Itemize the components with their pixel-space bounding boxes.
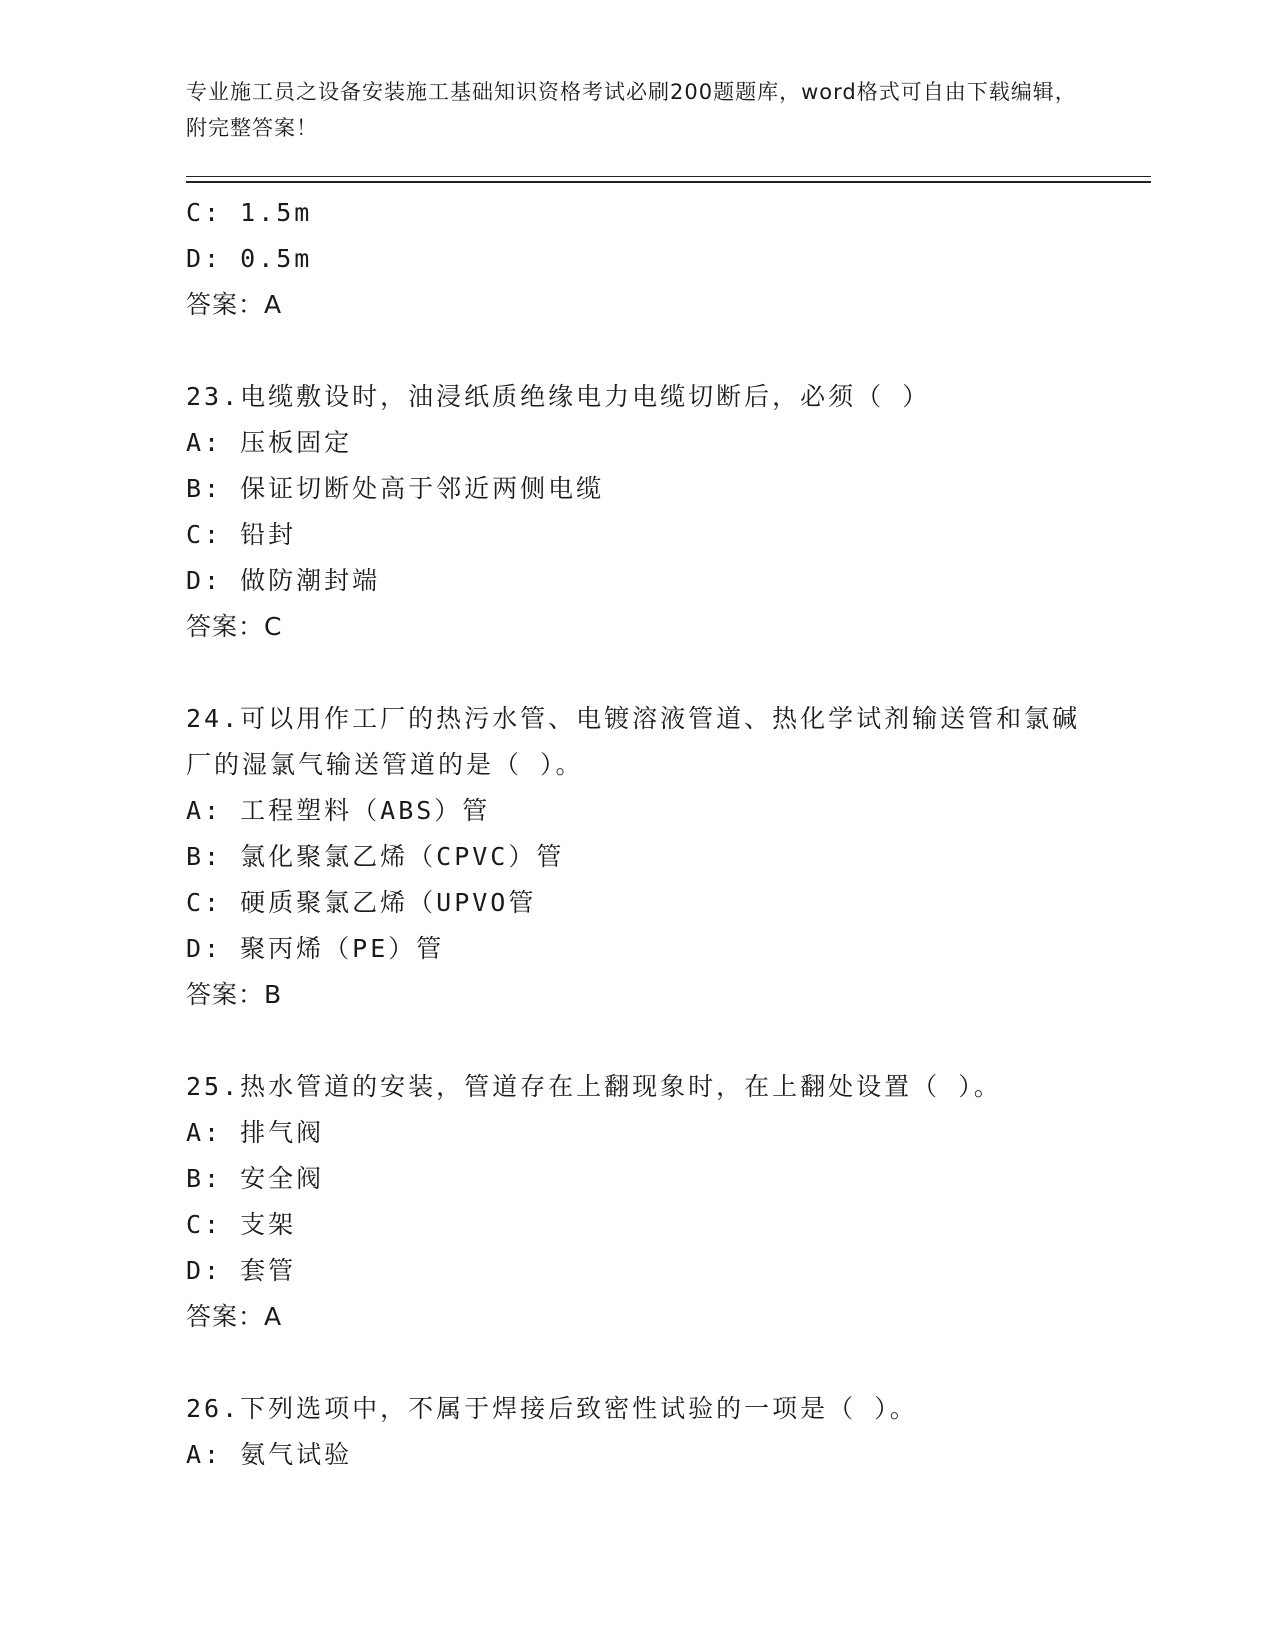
header-rule-thin bbox=[186, 176, 1151, 177]
option-d: D: 0.5m bbox=[186, 244, 313, 273]
option-b: B: 安全阀 bbox=[186, 1164, 325, 1193]
question-text: 26.下列选项中，不属于焊接后致密性试验的一项是（ ）。 bbox=[186, 1394, 918, 1423]
spacer bbox=[186, 650, 1151, 696]
spacer bbox=[186, 328, 1151, 374]
option-d: D: 聚丙烯（PE）管 bbox=[186, 934, 445, 963]
option-c: C: 支架 bbox=[186, 1210, 297, 1239]
question-text: 23.电缆敷设时，油浸纸质绝缘电力电缆切断后，必须（ ） bbox=[186, 382, 931, 411]
answer-line: 答案：C bbox=[186, 612, 283, 641]
option-d: D: 做防潮封端 bbox=[186, 566, 381, 595]
question-text: 25.热水管道的安装，管道存在上翻现象时，在上翻处设置（ ）。 bbox=[186, 1072, 1002, 1101]
option-a: A: 工程塑料（ABS）管 bbox=[186, 796, 491, 825]
answer-line: 答案：A bbox=[186, 290, 283, 319]
option-a: A: 压板固定 bbox=[186, 428, 353, 457]
question-22-tail bbox=[186, 190, 1151, 328]
spacer bbox=[186, 1018, 1151, 1064]
question-text: 24.可以用作工厂的热污水管、电镀溶液管道、热化学试剂输送管和氯碱厂的湿氯气输送管道的是（ ）。 bbox=[186, 704, 1081, 779]
option-a: A: 排气阀 bbox=[186, 1118, 325, 1147]
option-d: D: 套管 bbox=[186, 1256, 297, 1285]
answer-line: 答案：B bbox=[186, 980, 283, 1009]
option-c: C: 硬质聚氯乙烯（UPVO管 bbox=[186, 888, 537, 917]
question-23 bbox=[186, 374, 1151, 650]
spacer bbox=[186, 1340, 1151, 1386]
question-25 bbox=[186, 1064, 1151, 1340]
option-b: B: 保证切断处高于邻近两侧电缆 bbox=[186, 474, 605, 503]
question-list bbox=[186, 190, 1151, 1478]
option-b: B: 氯化聚氯乙烯（CPVC）管 bbox=[186, 842, 565, 871]
header-rule-thick bbox=[186, 181, 1151, 183]
answer-line: 答案：A bbox=[186, 1302, 283, 1331]
question-24 bbox=[186, 696, 1151, 1018]
option-c: C: 铅封 bbox=[186, 520, 297, 549]
option-a: A: 氨气试验 bbox=[186, 1440, 353, 1469]
question-26 bbox=[186, 1386, 1151, 1478]
document-header: 专业施工员之设备安装施工基础知识资格考试必刷200题题库，word格式可自由下载编辑，附完整答案！ bbox=[186, 80, 1077, 140]
option-c: C: 1.5m bbox=[186, 198, 313, 227]
